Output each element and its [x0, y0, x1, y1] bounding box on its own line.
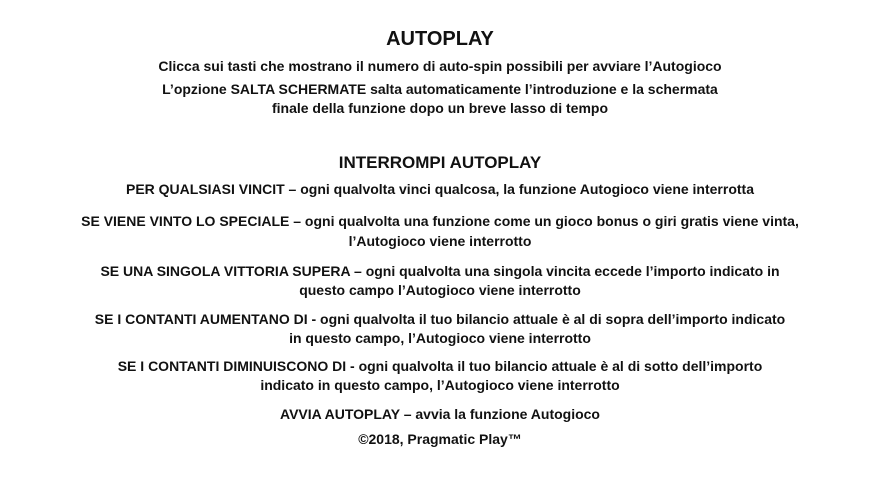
- stop-single-win-text-line-1: SE UNA SINGOLA VITTORIA SUPERA – ogni qualvolta una singola vincita eccede l’importo indicato in: [100, 263, 780, 279]
- autoplay-description-line-3: finale della funzione dopo un breve lasso di tempo: [271, 100, 609, 116]
- start-autoplay-text: AVVIA AUTOPLAY – avvia la funzione Autogioco: [280, 406, 600, 422]
- stop-cash-increase-text-line-2: in questo campo, l’Autogioco viene interrotto: [289, 330, 591, 346]
- stop-cash-decrease-text-line-1: SE I CONTANTI DIMINUISCONO DI - ogni qualvolta il tuo bilancio attuale è al di sotto dell’importo: [117, 358, 763, 374]
- stop-special-text-line-2: l’Autogioco viene interrotto: [348, 233, 532, 249]
- stop-cash-increase-text-line-1: SE I CONTANTI AUMENTANO DI - ogni qualvolta il tuo bilancio attuale è al di sopra dell’importo indicato: [94, 311, 786, 327]
- autoplay-title: AUTOPLAY: [386, 28, 494, 50]
- copyright-text: ©2018, Pragmatic Play™: [358, 431, 522, 447]
- stop-autoplay-title: INTERROMPI AUTOPLAY: [338, 153, 542, 172]
- autoplay-description-line-2: L’opzione SALTA SCHERMATE salta automaticamente l’introduzione e la schermata: [162, 81, 718, 97]
- autoplay-description-line-1: Clicca sui tasti che mostrano il numero di auto-spin possibili per avviare l’Autogioco: [158, 58, 722, 74]
- stop-any-win-text: PER QUALSIASI VINCIT – ogni qualvolta vinci qualcosa, la funzione Autogioco viene interrotta: [125, 181, 754, 197]
- stop-special-text-line-1: SE VIENE VINTO LO SPECIALE – ogni qualvolta una funzione come un gioco bonus o giri gratis viene vinta,: [81, 213, 799, 229]
- stop-cash-decrease-text-line-2: indicato in questo campo, l’Autogioco viene interrotto: [260, 377, 620, 393]
- stop-single-win-text-line-2: questo campo l’Autogioco viene interrotto: [299, 282, 581, 298]
